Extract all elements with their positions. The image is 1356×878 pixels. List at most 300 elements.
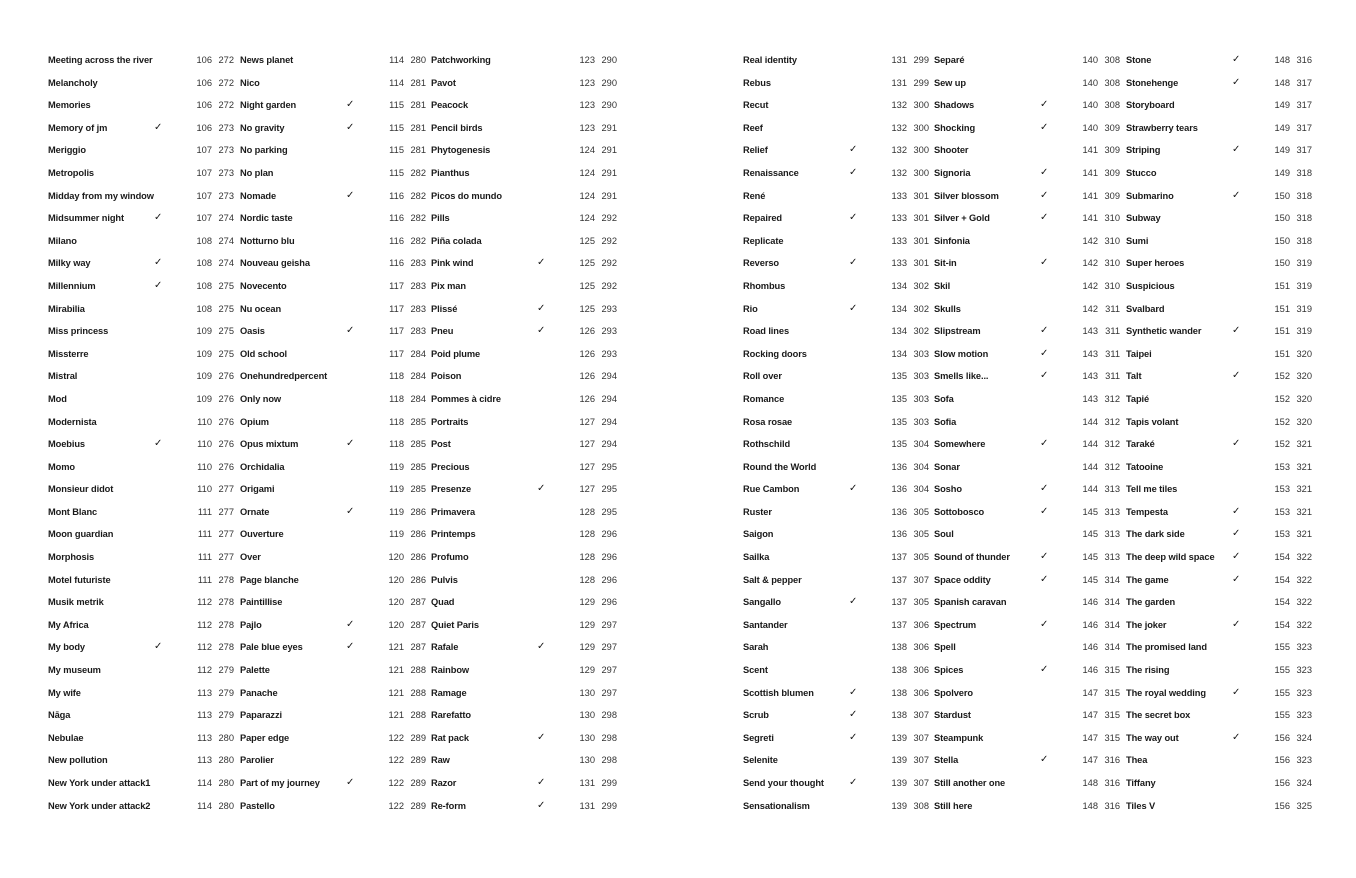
entry-name: Ramage	[431, 687, 467, 698]
entry-number-1: 145	[1082, 529, 1098, 540]
entry-number-2: 285	[410, 461, 426, 472]
entry-number-1: 149	[1274, 100, 1290, 111]
entry-number-2: 316	[1104, 778, 1120, 788]
entry-number-1: 144	[1082, 416, 1098, 427]
index-row	[934, 320, 1120, 343]
entry-name: Mont Blanc	[48, 506, 98, 517]
entry-number-2: 320	[1296, 348, 1312, 359]
index-row	[743, 49, 929, 72]
entry-number-1: 149	[1274, 122, 1290, 133]
entry-number-2: 303	[913, 416, 929, 427]
entry-name: Page blanche	[240, 574, 299, 585]
entry-number-2: 318	[1296, 190, 1312, 201]
entry-number-1: 156	[1274, 778, 1290, 788]
index-row	[48, 659, 234, 682]
index-row	[48, 614, 234, 637]
index-row	[431, 591, 617, 614]
index-row	[240, 569, 426, 592]
index-row	[240, 501, 426, 524]
entry-name: Razor	[431, 778, 457, 788]
entry-number-1: 126	[579, 371, 595, 382]
index-row	[48, 523, 234, 546]
index-row	[743, 162, 929, 185]
entry-number-1: 134	[891, 280, 907, 291]
index-row	[743, 569, 929, 592]
entry-number-2: 281	[410, 122, 426, 133]
entry-number-1: 117	[389, 303, 404, 314]
index-row	[1126, 49, 1312, 72]
entry-number-2: 318	[1296, 235, 1312, 246]
entry-number-1: 131	[579, 800, 595, 811]
index-row	[934, 591, 1120, 614]
entry-number-1: 148	[1082, 778, 1098, 788]
entry-name: Memories	[48, 100, 91, 111]
entry-number-1: 127	[579, 416, 595, 427]
entry-number-1: 146	[1082, 642, 1098, 653]
entry-name: Poison	[431, 371, 462, 382]
entry-number-1: 128	[579, 529, 595, 540]
index-row	[743, 298, 929, 321]
entry-number-1: 117	[389, 326, 404, 337]
entry-number-1: 138	[891, 642, 907, 653]
index-row	[431, 252, 617, 275]
entry-number-2: 318	[1296, 167, 1312, 178]
entry-number-2: 274	[218, 213, 234, 224]
index-row	[240, 298, 426, 321]
entry-number-1: 128	[579, 574, 595, 585]
entry-number-2: 307	[913, 732, 929, 743]
checkmark-icon: ✓	[537, 483, 546, 495]
index-row	[431, 230, 617, 253]
entry-number-1: 114	[389, 55, 404, 65]
entry-number-1: 146	[1082, 665, 1098, 676]
entry-number-2: 284	[410, 371, 426, 382]
entry-number-2: 284	[410, 393, 426, 404]
entry-number-2: 290	[601, 55, 617, 65]
index-row	[431, 456, 617, 479]
index-row	[48, 275, 234, 298]
checkmark-icon: ✓	[1040, 370, 1049, 382]
entry-name: Patchworking	[431, 55, 491, 65]
entry-number-1: 148	[1274, 55, 1290, 65]
index-row	[1126, 388, 1312, 411]
checkmark-icon: ✓	[1040, 505, 1049, 517]
entry-number-2: 305	[913, 529, 929, 540]
checkmark-icon: ✓	[849, 686, 858, 698]
entry-name: Palette	[240, 665, 270, 676]
entry-number-1: 111	[197, 552, 212, 563]
checkmark-icon: ✓	[346, 505, 355, 517]
index-row	[48, 591, 234, 614]
index-row	[1126, 320, 1312, 343]
entry-number-2: 323	[1296, 710, 1312, 721]
index-row	[1126, 501, 1312, 524]
entry-name: Pavot	[431, 77, 456, 88]
entry-name: Recut	[743, 100, 769, 111]
index-row	[1126, 343, 1312, 366]
entry-number-2: 293	[601, 348, 617, 359]
entry-number-1: 118	[389, 416, 404, 427]
entry-name: Rat pack	[431, 732, 469, 743]
entry-number-1: 121	[388, 642, 404, 653]
entry-number-1: 115	[389, 122, 404, 133]
entry-name: Midsummer night	[48, 213, 124, 224]
entry-number-2: 320	[1296, 416, 1312, 427]
entry-number-1: 110	[197, 416, 212, 427]
checkmark-icon: ✓	[346, 121, 355, 133]
entry-name: Sangallo	[743, 597, 781, 608]
index-row	[240, 49, 426, 72]
entry-name: Shooter	[934, 145, 969, 156]
entry-name: Mod	[48, 393, 67, 404]
entry-number-2: 294	[601, 439, 617, 450]
checkmark-icon: ✓	[1232, 370, 1241, 382]
entry-number-1: 122	[388, 732, 404, 743]
checkmark-icon: ✓	[849, 777, 858, 788]
checkmark-icon: ✓	[346, 641, 355, 653]
index-row	[1126, 795, 1312, 818]
entry-name: Orchidalia	[240, 461, 285, 472]
index-row	[431, 659, 617, 682]
index-row	[240, 388, 426, 411]
entry-number-1: 128	[579, 552, 595, 563]
entry-number-1: 130	[579, 687, 595, 698]
entry-number-1: 115	[389, 167, 404, 178]
checkmark-icon: ✓	[1040, 664, 1049, 676]
entry-number-1: 140	[1082, 100, 1098, 111]
entry-name: My Africa	[48, 619, 89, 630]
index-row	[240, 682, 426, 705]
entry-number-2: 289	[410, 800, 426, 811]
entry-name: Pneu	[431, 326, 454, 337]
entry-number-1: 120	[388, 552, 404, 563]
checkmark-icon: ✓	[849, 302, 858, 314]
entry-name: My wife	[48, 687, 81, 698]
entry-number-2: 286	[410, 574, 426, 585]
entry-name: My museum	[48, 665, 101, 676]
index-row	[934, 501, 1120, 524]
checkmark-icon: ✓	[1040, 325, 1049, 337]
index-row	[743, 795, 929, 818]
entry-name: Rothschild	[743, 439, 791, 450]
entry-number-2: 299	[601, 778, 617, 788]
entry-number-2: 323	[1296, 642, 1312, 653]
entry-name: Presenze	[431, 484, 472, 495]
entry-name: Synthetic wander	[1126, 326, 1202, 337]
entry-number-1: 123	[579, 77, 595, 88]
entry-name: Spolvero	[934, 687, 973, 698]
entry-number-2: 302	[913, 303, 929, 314]
index-row	[743, 478, 929, 501]
index-row	[48, 94, 234, 117]
index-row	[1126, 478, 1312, 501]
entry-number-2: 304	[913, 439, 929, 450]
entry-number-2: 321	[1296, 506, 1312, 517]
index-row	[1126, 207, 1312, 230]
checkmark-icon: ✓	[1232, 505, 1241, 517]
entry-number-2: 308	[1104, 100, 1120, 111]
checkmark-icon: ✓	[346, 777, 355, 788]
entry-number-2: 292	[601, 235, 617, 246]
entry-number-2: 306	[913, 687, 929, 698]
entry-number-1: 127	[579, 439, 595, 450]
entry-name: Romance	[743, 393, 785, 404]
entry-number-1: 117	[389, 348, 404, 359]
entry-number-1: 151	[1274, 303, 1290, 314]
entry-name: Nico	[240, 77, 260, 88]
entry-number-2: 296	[601, 597, 617, 608]
entry-number-1: 132	[891, 100, 907, 111]
entry-number-2: 292	[601, 213, 617, 224]
index-row	[240, 772, 426, 795]
entry-number-2: 316	[1296, 55, 1312, 65]
entry-name: Nordic taste	[240, 213, 293, 224]
entry-number-2: 276	[218, 439, 234, 450]
checkmark-icon: ✓	[1040, 121, 1049, 133]
checkmark-icon: ✓	[1232, 551, 1241, 563]
index-row	[1126, 411, 1312, 434]
entry-number-1: 113	[197, 710, 212, 721]
entry-number-1: 123	[579, 55, 595, 65]
entry-number-2: 282	[410, 190, 426, 201]
entry-number-1: 153	[1274, 484, 1290, 495]
index-row	[48, 207, 234, 230]
index-row	[48, 749, 234, 772]
entry-number-1: 144	[1082, 439, 1098, 450]
index-row	[934, 433, 1120, 456]
entry-number-1: 141	[1082, 145, 1098, 156]
index-row	[48, 569, 234, 592]
index-row	[934, 230, 1120, 253]
entry-name: No gravity	[240, 122, 285, 133]
entry-name: Pencil birds	[431, 122, 483, 133]
entry-name: The way out	[1126, 732, 1179, 743]
entry-name: Silver blossom	[934, 190, 999, 201]
entry-number-1: 125	[579, 303, 595, 314]
index-row	[934, 795, 1120, 818]
entry-number-1: 146	[1082, 619, 1098, 630]
index-row	[1126, 365, 1312, 388]
index-row	[1126, 682, 1312, 705]
entry-name: Pianthus	[431, 167, 470, 178]
entry-name: Rebus	[743, 77, 771, 88]
entry-number-1: 118	[389, 393, 404, 404]
checkmark-icon: ✓	[1040, 573, 1049, 585]
entry-name: Striping	[1126, 145, 1161, 156]
entry-number-1: 117	[389, 280, 404, 291]
checkmark-icon: ✓	[849, 596, 858, 608]
entry-number-2: 322	[1296, 574, 1312, 585]
entry-name: New pollution	[48, 755, 108, 766]
entry-name: New York under attack1	[48, 778, 151, 788]
entry-number-2: 278	[218, 642, 234, 653]
entry-number-1: 152	[1274, 371, 1290, 382]
checkmark-icon: ✓	[537, 799, 546, 811]
entry-name: Roll over	[743, 371, 782, 382]
entry-number-2: 273	[218, 167, 234, 178]
entry-number-2: 291	[601, 167, 617, 178]
entry-number-2: 296	[601, 529, 617, 540]
entry-number-2: 295	[601, 484, 617, 495]
index-row	[48, 72, 234, 95]
index-row	[1126, 94, 1312, 117]
index-row	[934, 139, 1120, 162]
entry-name: Profumo	[431, 552, 469, 563]
entry-number-1: 122	[388, 755, 404, 766]
checkmark-icon: ✓	[1040, 618, 1049, 630]
index-row	[934, 298, 1120, 321]
index-row	[431, 614, 617, 637]
entry-name: Pulvis	[431, 574, 458, 585]
entry-number-1: 137	[891, 619, 907, 630]
index-row	[934, 772, 1120, 795]
entry-number-2: 287	[410, 597, 426, 608]
checkmark-icon: ✓	[537, 302, 546, 314]
entry-number-2: 279	[218, 687, 234, 698]
entry-number-2: 309	[1104, 167, 1120, 178]
entry-number-2: 277	[218, 529, 234, 540]
entry-number-2: 315	[1104, 665, 1120, 676]
index-row	[743, 501, 929, 524]
entry-name: The deep wild space	[1126, 552, 1215, 563]
entry-name: Rhombus	[743, 280, 786, 291]
index-row	[934, 185, 1120, 208]
entry-number-1: 143	[1082, 348, 1098, 359]
index-row	[431, 320, 617, 343]
entry-name: Midday from my window	[48, 190, 154, 201]
entry-number-2: 282	[410, 213, 426, 224]
index-row	[1126, 72, 1312, 95]
entry-number-1: 120	[388, 574, 404, 585]
entry-number-1: 155	[1274, 642, 1290, 653]
entry-number-2: 285	[410, 439, 426, 450]
entry-name: Only now	[240, 393, 282, 404]
entry-name: Pajlo	[240, 619, 262, 630]
entry-number-1: 150	[1274, 213, 1290, 224]
entry-name: Musik metrik	[48, 597, 104, 608]
index-row	[1126, 117, 1312, 140]
index-row	[1126, 162, 1312, 185]
entry-number-1: 154	[1274, 574, 1290, 585]
entry-name: Pills	[431, 213, 450, 224]
entry-number-1: 144	[1082, 461, 1098, 472]
entry-number-2: 301	[913, 190, 929, 201]
entry-name: Renaissance	[743, 167, 799, 178]
entry-number-2: 278	[218, 597, 234, 608]
index-row	[240, 117, 426, 140]
index-column-6	[1126, 49, 1312, 817]
entry-number-2: 295	[601, 506, 617, 517]
entry-number-2: 304	[913, 484, 929, 495]
entry-number-1: 107	[196, 190, 212, 201]
entry-number-2: 313	[1104, 529, 1120, 540]
entry-name: Spectrum	[934, 619, 977, 630]
index-row	[240, 659, 426, 682]
checkmark-icon: ✓	[1232, 686, 1241, 698]
entry-name: Tempesta	[1126, 506, 1168, 517]
index-row	[431, 94, 617, 117]
entry-number-2: 307	[913, 574, 929, 585]
index-row	[743, 591, 929, 614]
index-row	[934, 456, 1120, 479]
index-row	[1126, 614, 1312, 637]
checkmark-icon: ✓	[1232, 325, 1241, 337]
entry-number-2: 274	[218, 235, 234, 246]
index-row	[1126, 704, 1312, 727]
entry-number-1: 147	[1082, 710, 1098, 721]
entry-name: Shadows	[934, 100, 975, 111]
entry-name: Old school	[240, 348, 288, 359]
index-row	[743, 772, 929, 795]
entry-number-1: 131	[891, 55, 907, 65]
entry-number-2: 298	[601, 710, 617, 721]
entry-name: Suspicious	[1126, 280, 1175, 291]
index-row	[431, 682, 617, 705]
entry-number-1: 107	[196, 167, 212, 178]
entry-name: Moon guardian	[48, 529, 114, 540]
entry-number-2: 320	[1296, 371, 1312, 382]
entry-name: Novecento	[240, 280, 287, 291]
index-row	[431, 298, 617, 321]
entry-number-2: 302	[913, 326, 929, 337]
entry-number-1: 116	[389, 213, 404, 224]
entry-number-2: 324	[1296, 732, 1312, 743]
entry-number-2: 293	[601, 326, 617, 337]
entry-number-1: 120	[388, 619, 404, 630]
checkmark-icon: ✓	[154, 212, 163, 224]
entry-number-1: 134	[891, 326, 907, 337]
entry-number-2: 298	[601, 732, 617, 743]
entry-name: Primavera	[431, 506, 476, 517]
entry-number-2: 296	[601, 552, 617, 563]
entry-number-1: 123	[579, 100, 595, 111]
entry-name: The dark side	[1126, 529, 1185, 540]
index-row	[934, 49, 1120, 72]
index-row	[934, 72, 1120, 95]
entry-name: Tiffany	[1126, 778, 1156, 788]
entry-number-2: 277	[218, 552, 234, 563]
index-row	[934, 388, 1120, 411]
entry-name: Silver + Gold	[934, 213, 990, 224]
index-row	[240, 478, 426, 501]
index-row	[743, 117, 929, 140]
index-row	[240, 546, 426, 569]
checkmark-icon: ✓	[1040, 483, 1049, 495]
entry-name: Panache	[240, 687, 278, 698]
entry-name: Spell	[934, 642, 956, 653]
index-row	[431, 772, 617, 795]
index-row	[934, 365, 1120, 388]
entry-number-2: 291	[601, 190, 617, 201]
entry-number-1: 129	[579, 665, 595, 676]
index-column-5	[934, 49, 1120, 817]
entry-name: Parolier	[240, 755, 274, 766]
entry-name: Origami	[240, 484, 275, 495]
entry-number-1: 133	[891, 258, 907, 269]
entry-number-1: 135	[891, 371, 907, 382]
entry-name: Meriggio	[48, 145, 86, 156]
entry-number-2: 288	[410, 710, 426, 721]
index-row	[48, 772, 234, 795]
checkmark-icon: ✓	[1232, 573, 1241, 585]
entry-number-2: 323	[1296, 687, 1312, 698]
entry-name: Super heroes	[1126, 258, 1185, 269]
index-row	[240, 636, 426, 659]
entry-number-2: 284	[410, 348, 426, 359]
entry-name: Rio	[743, 303, 758, 314]
index-row	[934, 117, 1120, 140]
entry-number-2: 286	[410, 552, 426, 563]
